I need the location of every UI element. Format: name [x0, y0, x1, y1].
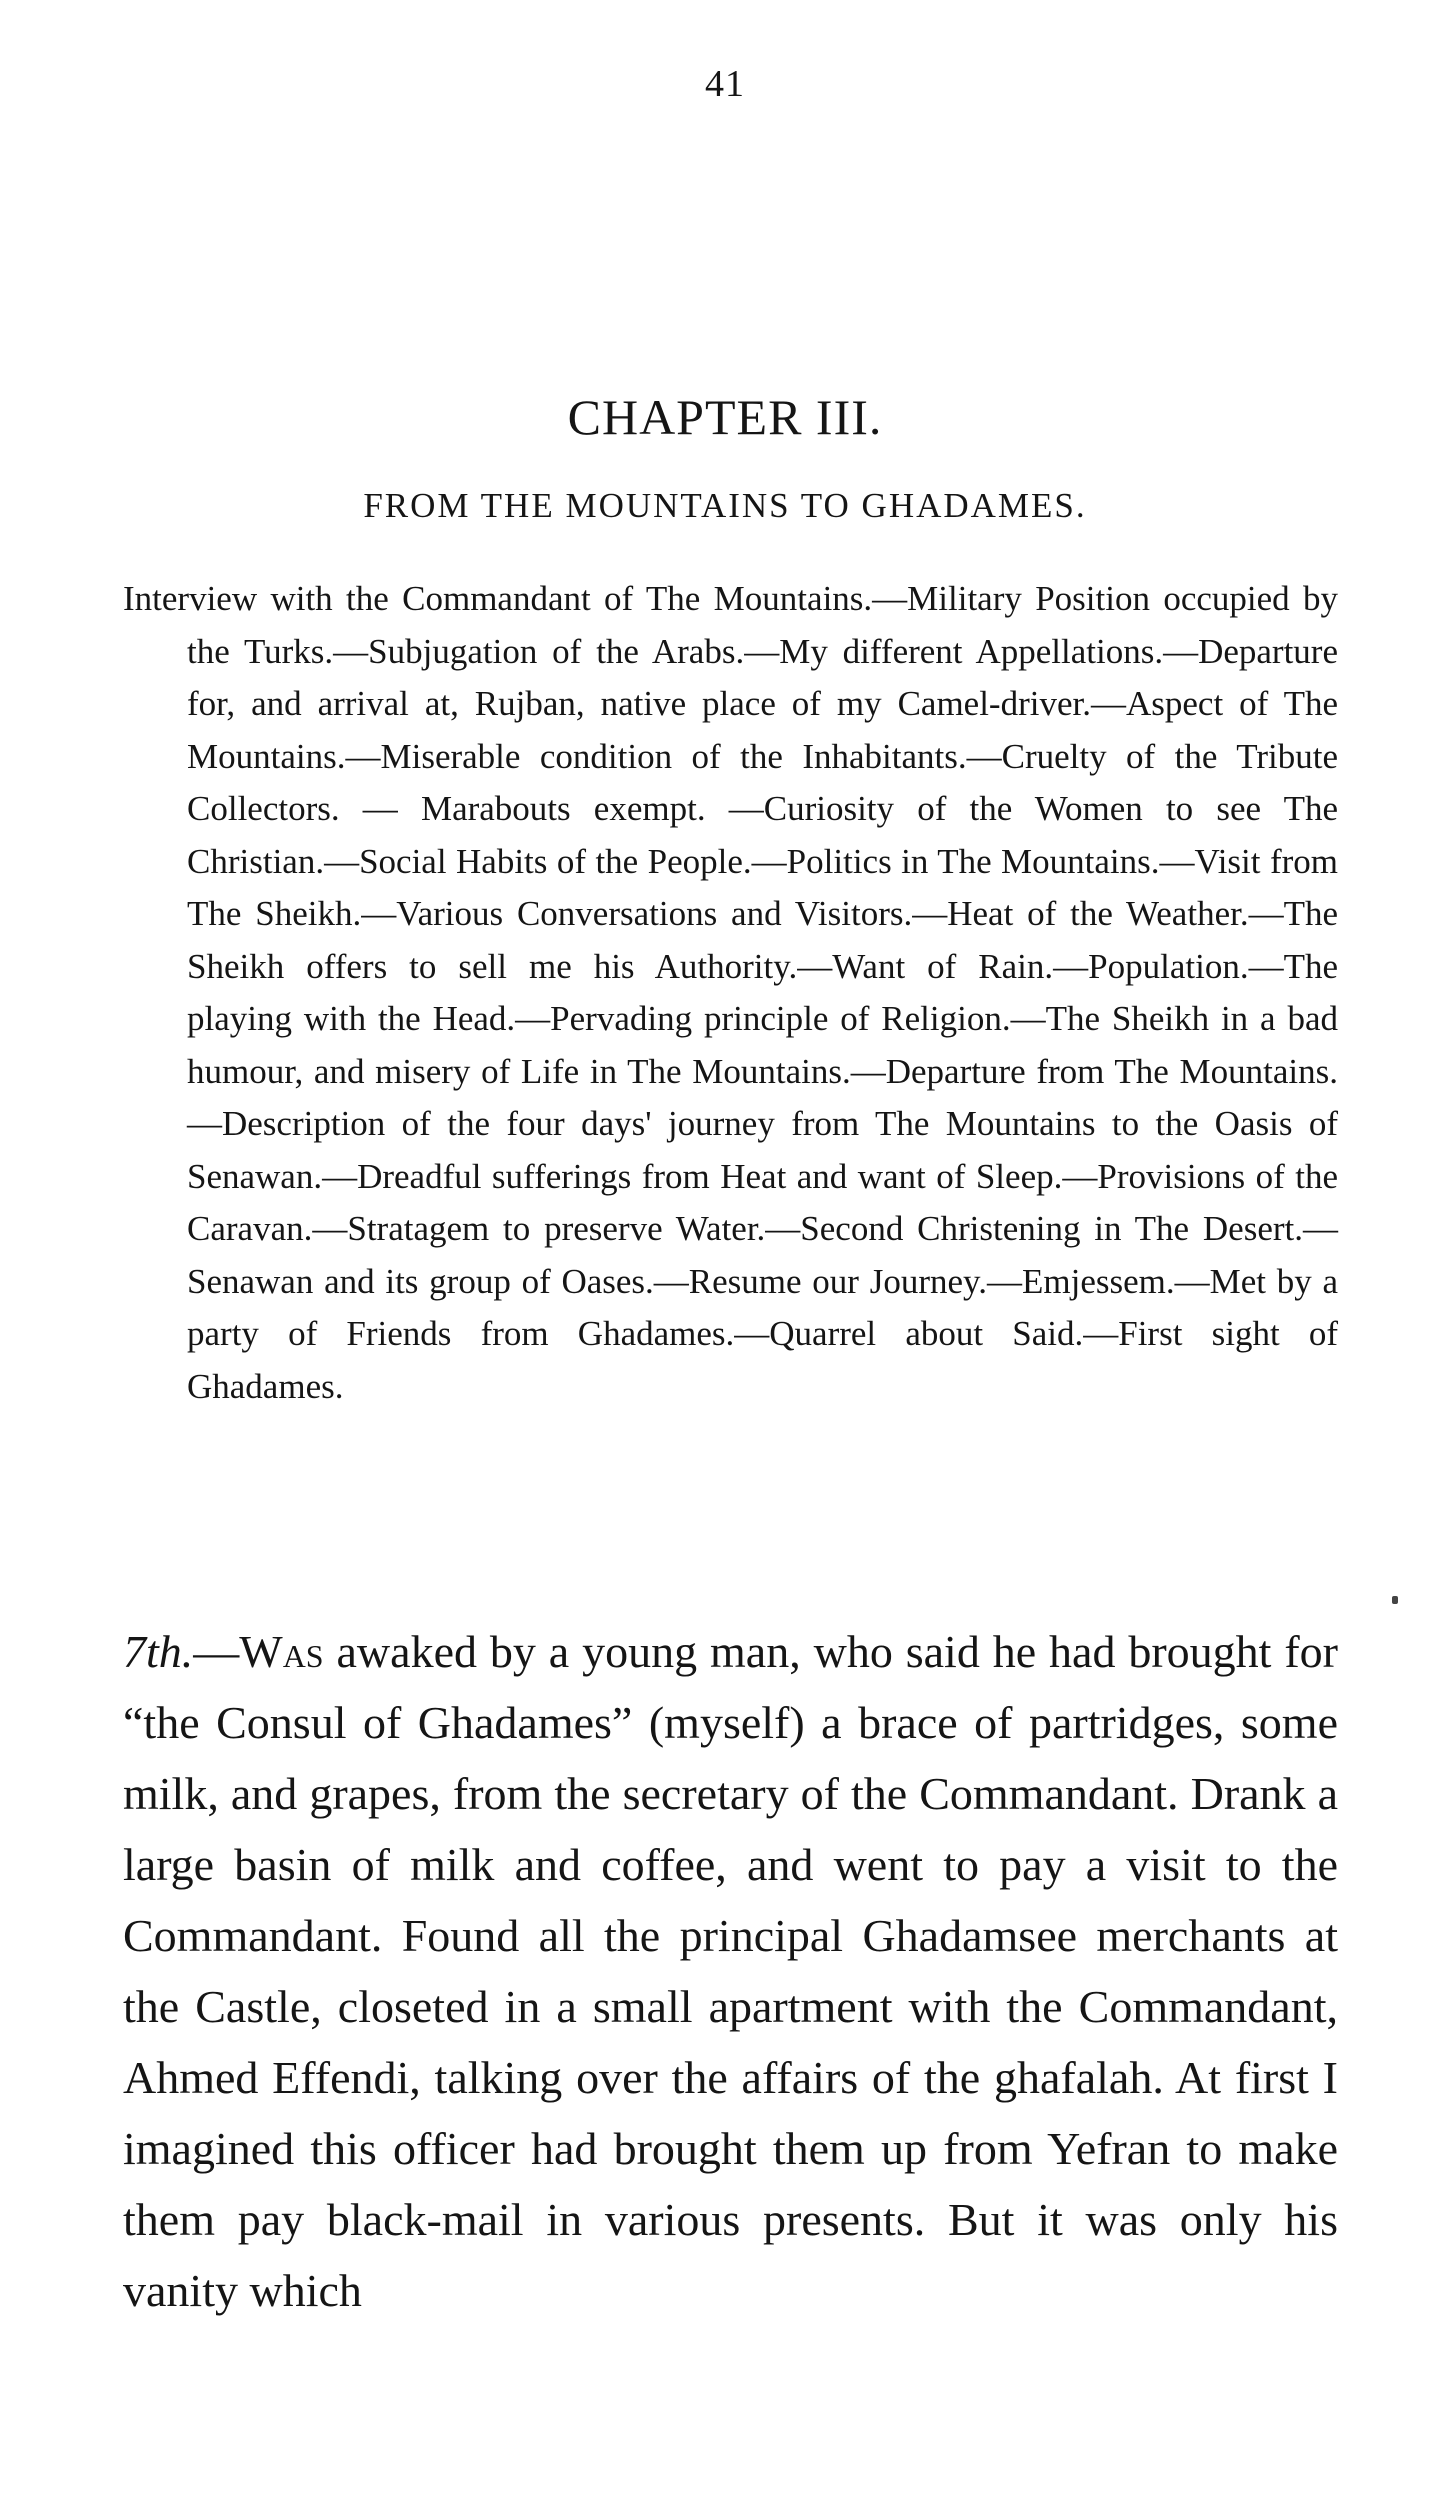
body-paragraph-text: awaked by a young man, who said he had brought for “the Consul of Ghadames” (myself) a brace of partridges, some milk, and grapes, from the secretary of the Commandant. Drank a large basin of milk and coffee, and went to pay a visit to the Commandant. Found all the principal Ghadamsee merchants at the Castle, closeted in a small apartment with the Commandant, Ahmed Effendi, talking over the affairs of the ghafalah. At first I imagined this officer had brought them up from Yefran to make them pay black-mail in various presents. But it was only his vanity which — [123, 1626, 1338, 2316]
chapter-subtitle: FROM THE MOUNTAINS TO GHADAMES. — [363, 486, 1087, 525]
print-speck — [1392, 1596, 1398, 1604]
chapter-summary-text: Interview with the Commandant of The Mountains.—Military Position occupied by the Turks.—Subjugation of the Arabs.—My different Appellations.—Departure for, and arrival at, Rujban, native place of my Camel-driver.—Aspect of The Mountains.—Miserable condition of the Inhabitants.—Cruelty of the Tribute Collectors. — Marabouts exempt. —Curiosity of the Women to see The Christian.—Social Habits of the People.—Politics in The Mountains.—Visit from The Sheikh.—Various Conversations and Visitors.—Heat of the Weather.—The Sheikh offers to sell me his Authority.—Want of Rain.—Population.—The playing with the Head.—Pervading principle of Religion.—The Sheikh in a bad humour, and misery of Life in The Mountains.—Departure from The Mountains.—Description of the four days' journey from The Mountains to the Oasis of Senawan.—Dreadful sufferings from Heat and want of Sleep.—Provisions of the Caravan.—Stratagem to preserve Water.—Second Christening in The Desert.—Senawan and its group of Oases.—Resume our Journey.—Emjessem.—Met by a party of Friends from Ghadames.—Quarrel about Said.—First sight of Ghadames. — [123, 579, 1338, 1406]
chapter-title: CHAPTER III. — [567, 389, 883, 445]
entry-dash: — — [193, 1626, 240, 1677]
body-text — [123, 1616, 1338, 2326]
entry-first-word: Was — [239, 1626, 324, 1677]
chapter-summary — [123, 573, 1338, 1413]
body-paragraph — [123, 1616, 1338, 2326]
page-number: 41 — [705, 63, 745, 105]
entry-date: 7th. — [123, 1626, 194, 1677]
